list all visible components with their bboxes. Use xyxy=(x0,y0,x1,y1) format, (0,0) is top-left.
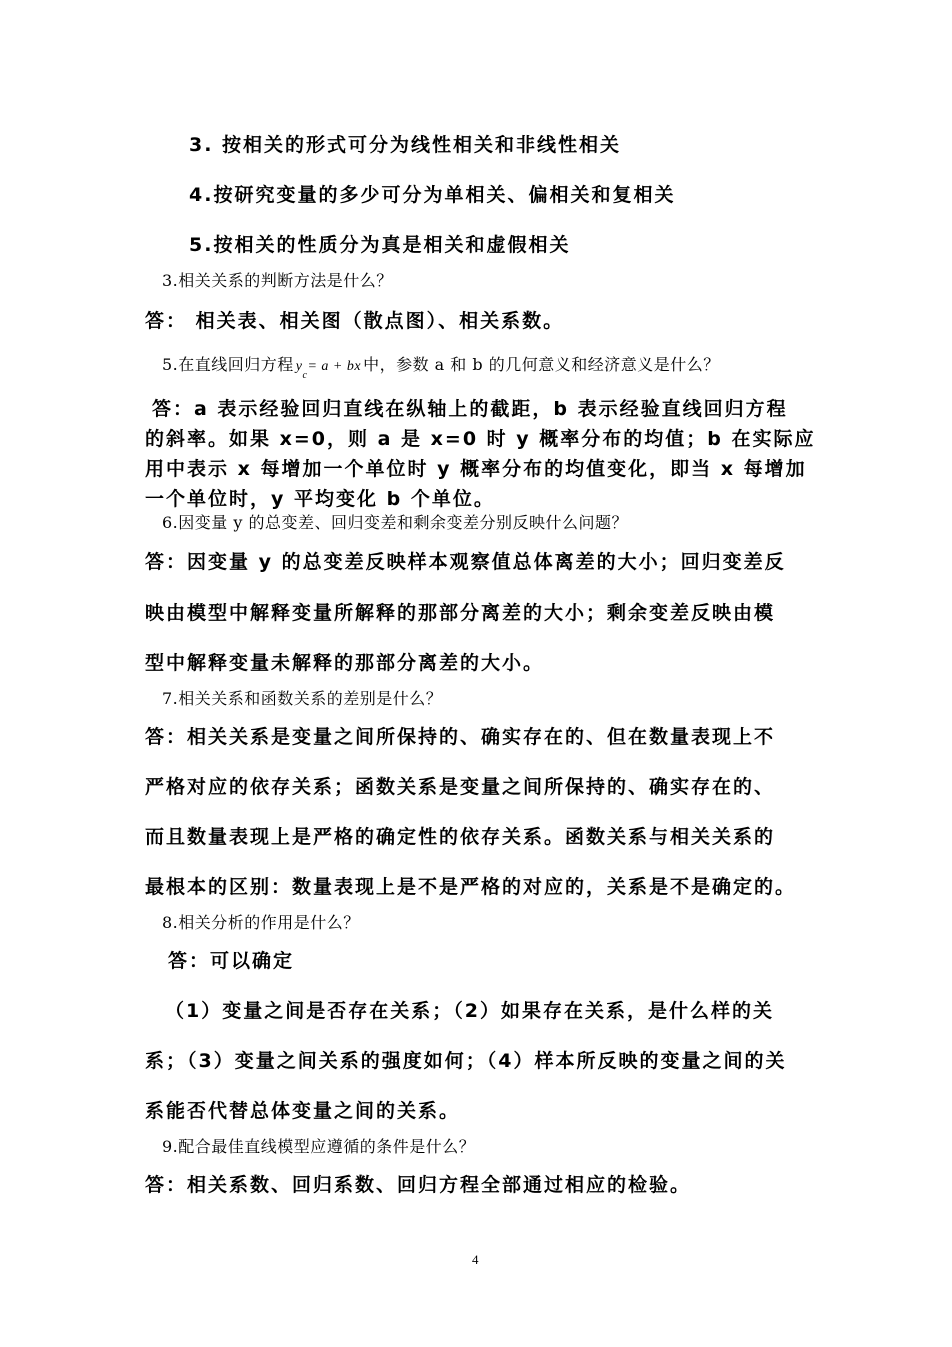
question-9: 9.配合最佳直线模型应遵循的条件是什么？ xyxy=(162,1137,476,1156)
question-5 xyxy=(162,352,720,381)
answer-6-line-2: 映由模型中解释变量所解释的那部分离差的大小；剩余变差反映由模 xyxy=(145,602,776,624)
answer-7-line-2: 严格对应的依存关系；函数关系是变量之间所保持的、确实存在的、 xyxy=(145,776,776,798)
answer-6-line-1: 答：因变量 y 的总变差反映样本观察值总体离差的大小；回归变差反 xyxy=(145,551,786,573)
page-number: 4 xyxy=(472,1252,479,1267)
answer-7-line-3: 而且数量表现上是严格的确定性的依存关系。函数关系与相关关系的 xyxy=(145,826,776,848)
answer-8-line-1: 答：可以确定 xyxy=(168,950,295,972)
list-item-5: 5.按相关的性质分为真是相关和虚假相关 xyxy=(189,234,571,256)
answer-7-line-1: 答：相关关系是变量之间所保持的、确实存在的、但在数量表现上不 xyxy=(145,726,776,748)
formula-y: y xyxy=(295,359,303,374)
list-item-3: 3. 按相关的形式可分为线性相关和非线性相关 xyxy=(189,134,622,156)
answer-3: 答： 相关表、相关图（散点图）、相关系数。 xyxy=(145,310,565,332)
question-5-suffix: 中，参数 a 和 b 的几何意义和经济意义是什么？ xyxy=(363,355,720,374)
formula-subscript: c xyxy=(302,369,308,381)
question-7: 7.相关关系和函数关系的差别是什么？ xyxy=(162,689,443,708)
answer-8-line-2: （1）变量之间是否存在关系；（2）如果存在关系，是什么样的关 xyxy=(165,1000,774,1022)
answer-6-line-3: 型中解释变量未解释的那部分离差的大小。 xyxy=(145,652,545,674)
question-3: 3.相关关系的判断方法是什么？ xyxy=(162,271,393,290)
regression-formula xyxy=(295,359,362,381)
answer-7-line-4: 最根本的区别：数量表现上是不是严格的对应的，关系是不是确定的。 xyxy=(145,876,797,898)
question-5-prefix: 5.在直线回归方程 xyxy=(162,355,294,374)
answer-5-line-4: 一个单位时，y 平均变化 b 个单位。 xyxy=(145,488,495,510)
answer-9: 答：相关系数、回归系数、回归方程全部通过相应的检验。 xyxy=(145,1174,692,1196)
question-8: 8.相关分析的作用是什么？ xyxy=(162,913,360,932)
formula-rhs: = a + bx xyxy=(307,359,362,374)
question-6: 6.因变量 y 的总变差、回归变差和剩余变差分别反映什么问题？ xyxy=(162,513,628,532)
answer-5-line-1: 答：a 表示经验回归直线在纵轴上的截距，b 表示经验直线回归方程 xyxy=(152,398,788,420)
answer-8-line-3: 系；（3）变量之间关系的强度如何；（4）样本所反映的变量之间的关 xyxy=(145,1050,787,1072)
answer-8-line-4: 系能否代替总体变量之间的关系。 xyxy=(145,1100,461,1122)
answer-5-line-3: 用中表示 x 每增加一个单位时 y 概率分布的均值变化，即当 x 每增加 xyxy=(145,458,807,480)
list-item-4: 4.按研究变量的多少可分为单相关、偏相关和复相关 xyxy=(189,184,676,206)
answer-5-line-2: 的斜率。如果 x=0，则 a 是 x=0 时 y 概率分布的均值；b 在实际应 xyxy=(145,428,816,450)
